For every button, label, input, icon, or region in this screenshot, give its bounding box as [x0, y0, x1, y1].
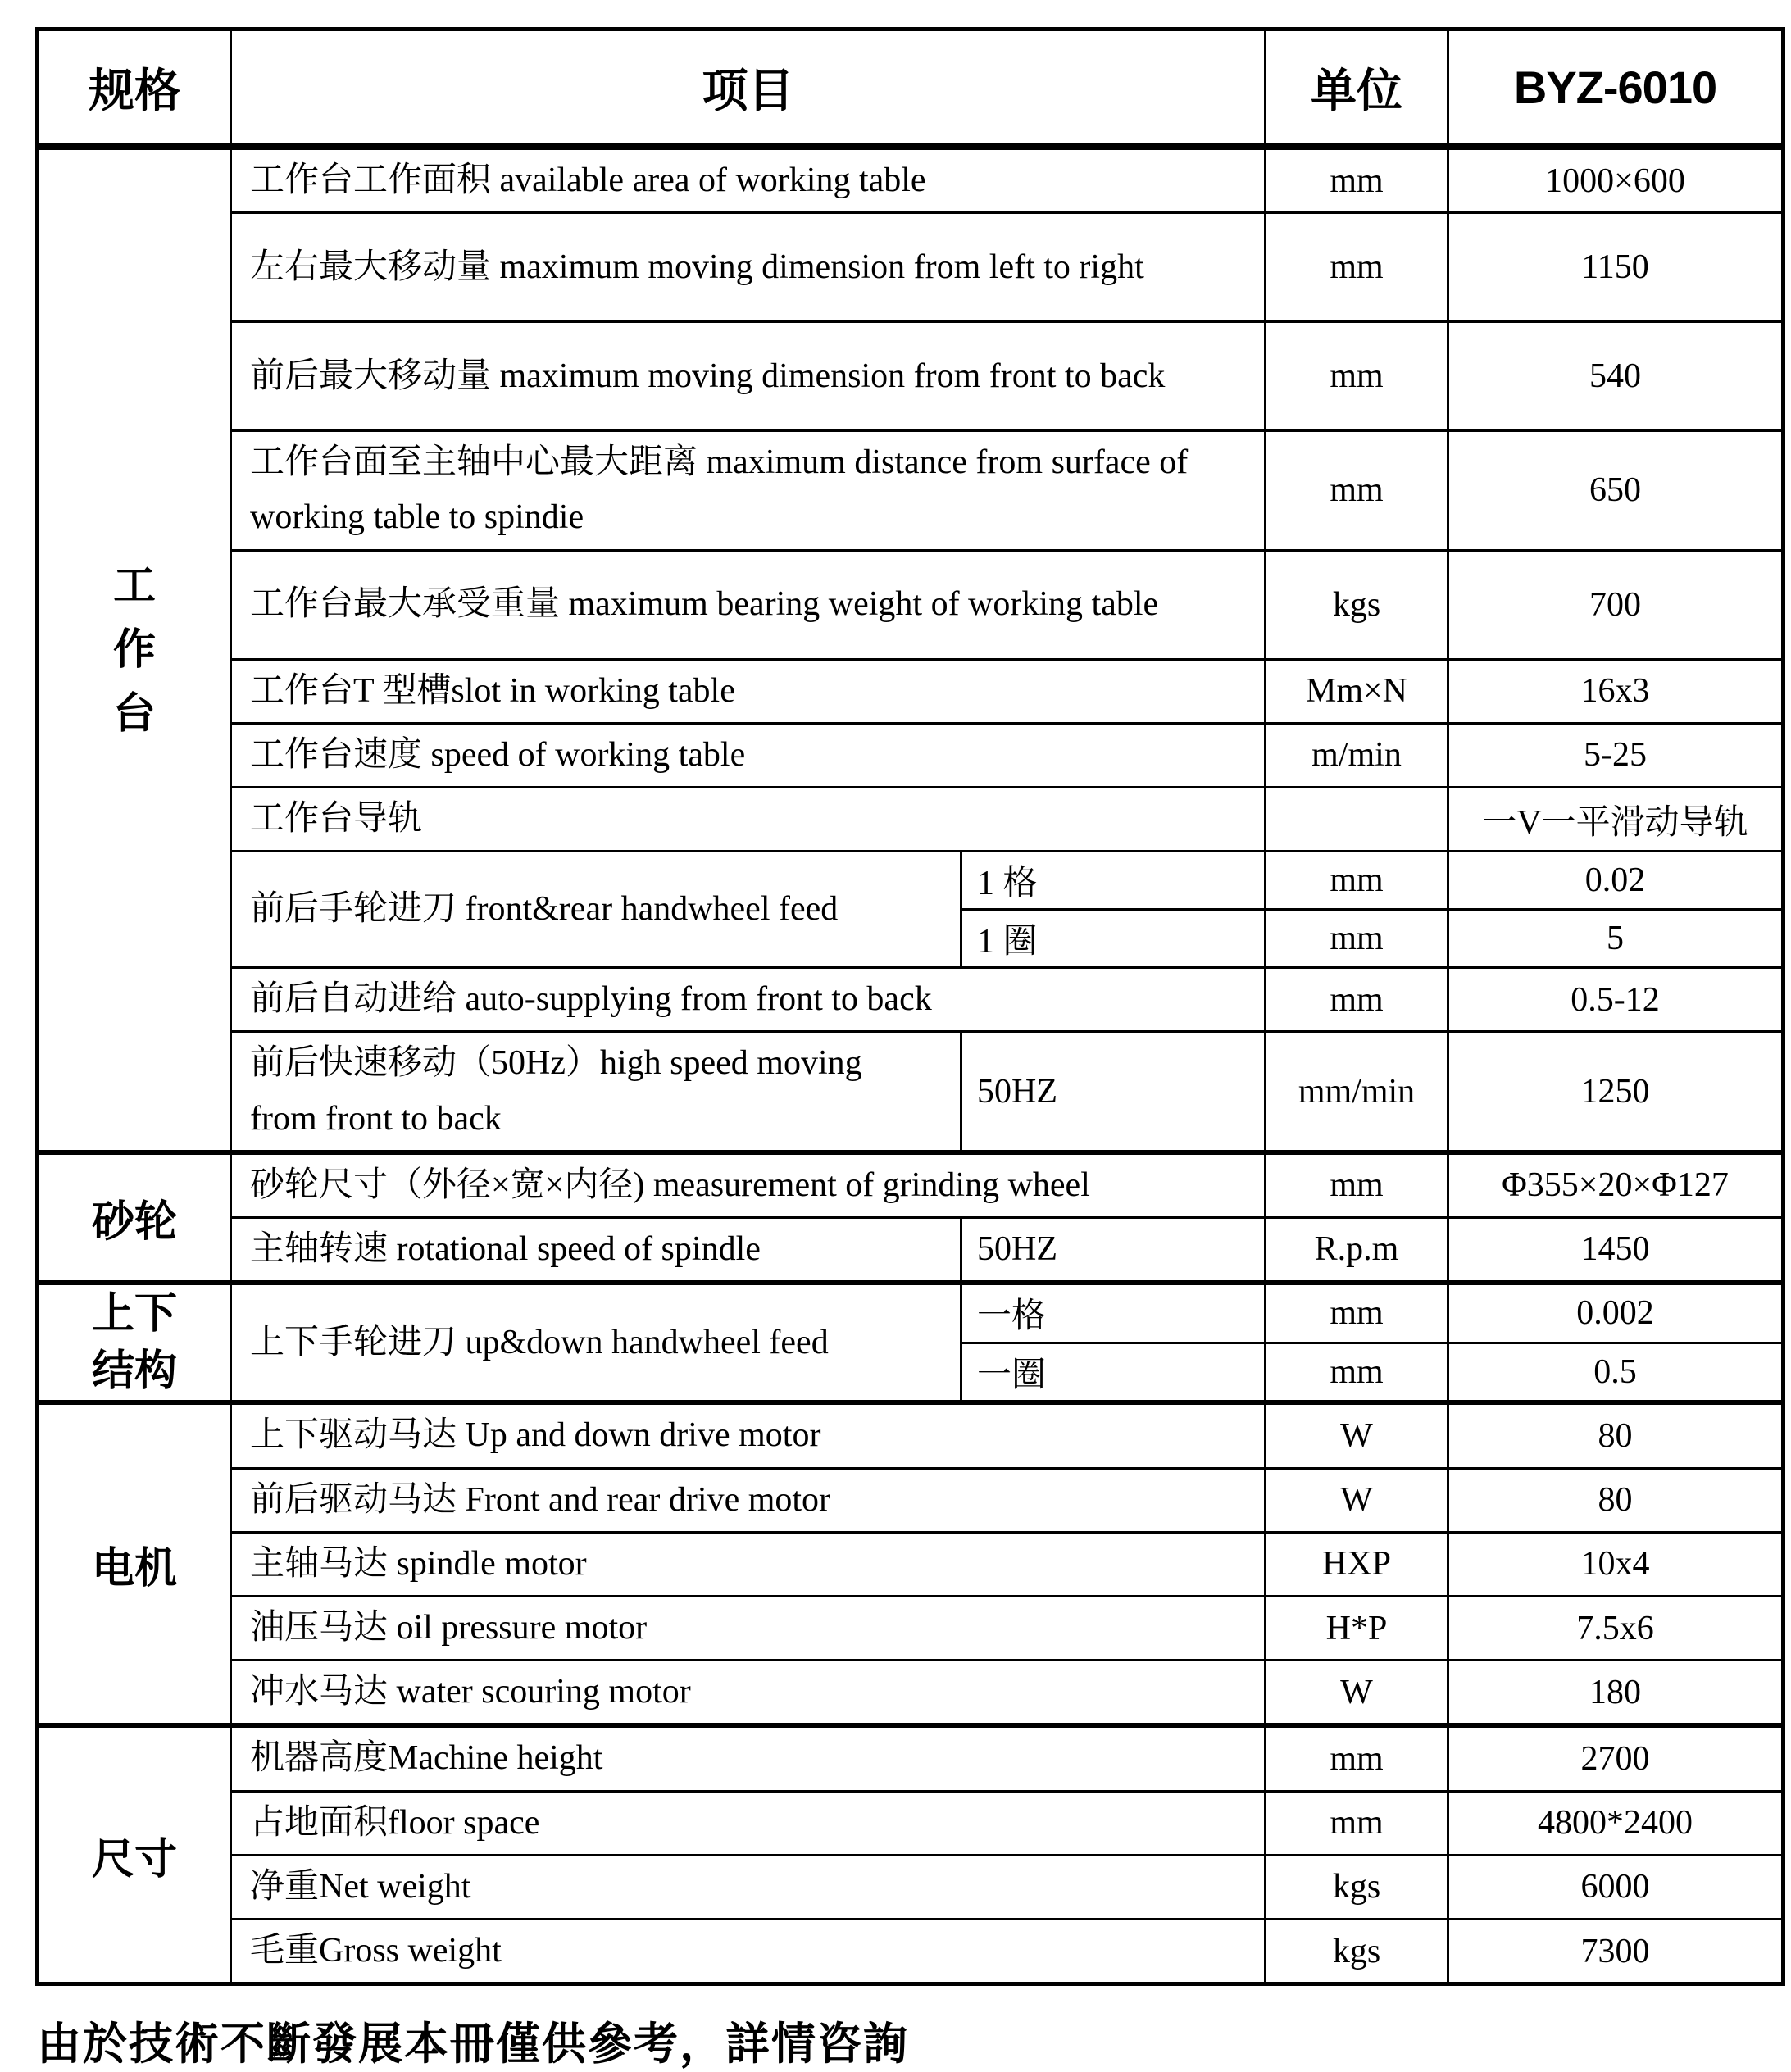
value-cell: 1150: [1448, 213, 1784, 322]
table-row: [38, 147, 1784, 213]
unit-cell: mm: [1266, 213, 1448, 322]
value-cell: 10x4: [1448, 1532, 1784, 1596]
table-row: [38, 1919, 1784, 1983]
unit-cell: mm/min: [1266, 1032, 1448, 1152]
unit-cell: kgs: [1266, 1919, 1448, 1983]
header-model: BYZ-6010: [1448, 30, 1784, 148]
value-cell: 1250: [1448, 1032, 1784, 1152]
spec-table: [35, 27, 1785, 1986]
table-row: [38, 1855, 1784, 1919]
sub-item-cell: 50HZ: [961, 1032, 1266, 1152]
value-cell: 7300: [1448, 1919, 1784, 1983]
section-label-grinding-wheel: 砂轮: [38, 1152, 231, 1283]
unit-cell: mm: [1266, 322, 1448, 431]
section-label-dimensions: 尺寸: [38, 1725, 231, 1983]
table-row: [38, 1032, 1784, 1152]
item-cell: 左右最大移动量 maximum moving dimension from left to right: [231, 213, 1266, 322]
value-cell: 0.5: [1448, 1343, 1784, 1402]
value-cell: 650: [1448, 431, 1784, 550]
value-cell: 5: [1448, 910, 1784, 968]
section-label-worktable: [38, 147, 231, 1152]
unit-cell: mm: [1266, 968, 1448, 1032]
unit-cell: mm: [1266, 1725, 1448, 1791]
table-row: [38, 1791, 1784, 1855]
unit-cell: m/min: [1266, 723, 1448, 787]
item-cell: 占地面积floor space: [231, 1791, 1266, 1855]
value-cell: 700: [1448, 550, 1784, 659]
value-cell: 7.5x6: [1448, 1597, 1784, 1661]
value-cell: Φ355×20×Φ127: [1448, 1152, 1784, 1218]
item-cell: 工作台工作面积 available area of working table: [231, 147, 1266, 213]
unit-cell: mm: [1266, 852, 1448, 910]
table-row: [38, 1725, 1784, 1791]
table-row: [38, 1217, 1784, 1283]
unit-cell: mm: [1266, 1791, 1448, 1855]
unit-cell: [1266, 787, 1448, 851]
value-cell: 80: [1448, 1402, 1784, 1468]
sub-item-cell: 1 格: [961, 852, 1266, 910]
value-cell: 一V一平滑动导轨: [1448, 787, 1784, 851]
table-row: [38, 1283, 1784, 1343]
section-label-text: 工作台: [112, 561, 156, 738]
item-cell: 工作台速度 speed of working table: [231, 723, 1266, 787]
unit-cell: H*P: [1266, 1597, 1448, 1661]
table-row: [38, 659, 1784, 723]
table-row: [38, 1402, 1784, 1468]
item-cell: 前后最大移动量 maximum moving dimension from front to back: [231, 322, 1266, 431]
unit-cell: W: [1266, 1468, 1448, 1532]
table-row: [38, 550, 1784, 659]
unit-cell: mm: [1266, 1283, 1448, 1343]
item-cell: 前后自动进给 auto-supplying from front to back: [231, 968, 1266, 1032]
sub-item-cell: 一圈: [961, 1343, 1266, 1402]
header-spec: 规格: [38, 30, 231, 148]
item-cell: 工作台导轨: [231, 787, 1266, 851]
section-label-text: 上下结构: [91, 1290, 177, 1396]
table-row: [38, 322, 1784, 431]
header-row: [38, 30, 1784, 148]
value-cell: 2700: [1448, 1725, 1784, 1791]
value-cell: 4800*2400: [1448, 1791, 1784, 1855]
value-cell: 1450: [1448, 1217, 1784, 1283]
item-cell: 主轴转速 rotational speed of spindle: [231, 1217, 961, 1283]
header-item: 项目: [231, 30, 1266, 148]
table-row: [38, 1532, 1784, 1596]
item-cell: 前后驱动马达 Front and rear drive motor: [231, 1468, 1266, 1532]
value-cell: 0.002: [1448, 1283, 1784, 1343]
table-row: [38, 1597, 1784, 1661]
table-row: [38, 723, 1784, 787]
table-row: [38, 213, 1784, 322]
table-row: [38, 1468, 1784, 1532]
value-cell: 0.02: [1448, 852, 1784, 910]
item-cell: 净重Net weight: [231, 1855, 1266, 1919]
item-cell: 上下手轮进刀 up&down handwheel feed: [231, 1283, 961, 1402]
sub-item-cell: 一格: [961, 1283, 1266, 1343]
item-cell: 工作台面至主轴中心最大距离 maximum distance from surface of working table to spindie: [231, 431, 1266, 550]
value-cell: 16x3: [1448, 659, 1784, 723]
item-cell: 前后快速移动（50Hz）high speed moving from front to back: [231, 1032, 961, 1152]
table-row: [38, 968, 1784, 1032]
item-cell: 工作台最大承受重量 maximum bearing weight of working table: [231, 550, 1266, 659]
item-cell: 前后手轮进刀 front&rear handwheel feed: [231, 852, 961, 968]
value-cell: 180: [1448, 1661, 1784, 1726]
sub-item-cell: 50HZ: [961, 1217, 1266, 1283]
table-row: [38, 1152, 1784, 1218]
footer-note: 由於技術不斷發展本冊僅供參考，詳情咨詢: [37, 2020, 909, 2070]
item-cell: 砂轮尺寸（外径×宽×内径) measurement of grinding wheel: [231, 1152, 1266, 1218]
unit-cell: Mm×N: [1266, 659, 1448, 723]
table-row: [38, 787, 1784, 851]
unit-cell: kgs: [1266, 1855, 1448, 1919]
value-cell: 5-25: [1448, 723, 1784, 787]
value-cell: 1000×600: [1448, 147, 1784, 213]
unit-cell: kgs: [1266, 550, 1448, 659]
unit-cell: mm: [1266, 147, 1448, 213]
table-row: [38, 852, 1784, 910]
unit-cell: mm: [1266, 910, 1448, 968]
item-cell: 毛重Gross weight: [231, 1919, 1266, 1983]
item-cell: 机器高度Machine height: [231, 1725, 1266, 1791]
item-cell: 冲水马达 water scouring motor: [231, 1661, 1266, 1726]
item-cell: 主轴马达 spindle motor: [231, 1532, 1266, 1596]
unit-cell: mm: [1266, 1343, 1448, 1402]
unit-cell: R.p.m: [1266, 1217, 1448, 1283]
item-cell: 工作台T 型槽slot in working table: [231, 659, 1266, 723]
item-cell: 油压马达 oil pressure motor: [231, 1597, 1266, 1661]
section-label-motor: 电机: [38, 1402, 231, 1725]
header-unit: 单位: [1266, 30, 1448, 148]
sub-item-cell: 1 圈: [961, 910, 1266, 968]
value-cell: 80: [1448, 1468, 1784, 1532]
section-label-updown-structure: [38, 1283, 231, 1402]
unit-cell: W: [1266, 1661, 1448, 1726]
unit-cell: mm: [1266, 1152, 1448, 1218]
unit-cell: W: [1266, 1402, 1448, 1468]
table-row: [38, 431, 1784, 550]
value-cell: 6000: [1448, 1855, 1784, 1919]
unit-cell: mm: [1266, 431, 1448, 550]
value-cell: 540: [1448, 322, 1784, 431]
value-cell: 0.5-12: [1448, 968, 1784, 1032]
table-row: [38, 1661, 1784, 1726]
unit-cell: HXP: [1266, 1532, 1448, 1596]
item-cell: 上下驱动马达 Up and down drive motor: [231, 1402, 1266, 1468]
